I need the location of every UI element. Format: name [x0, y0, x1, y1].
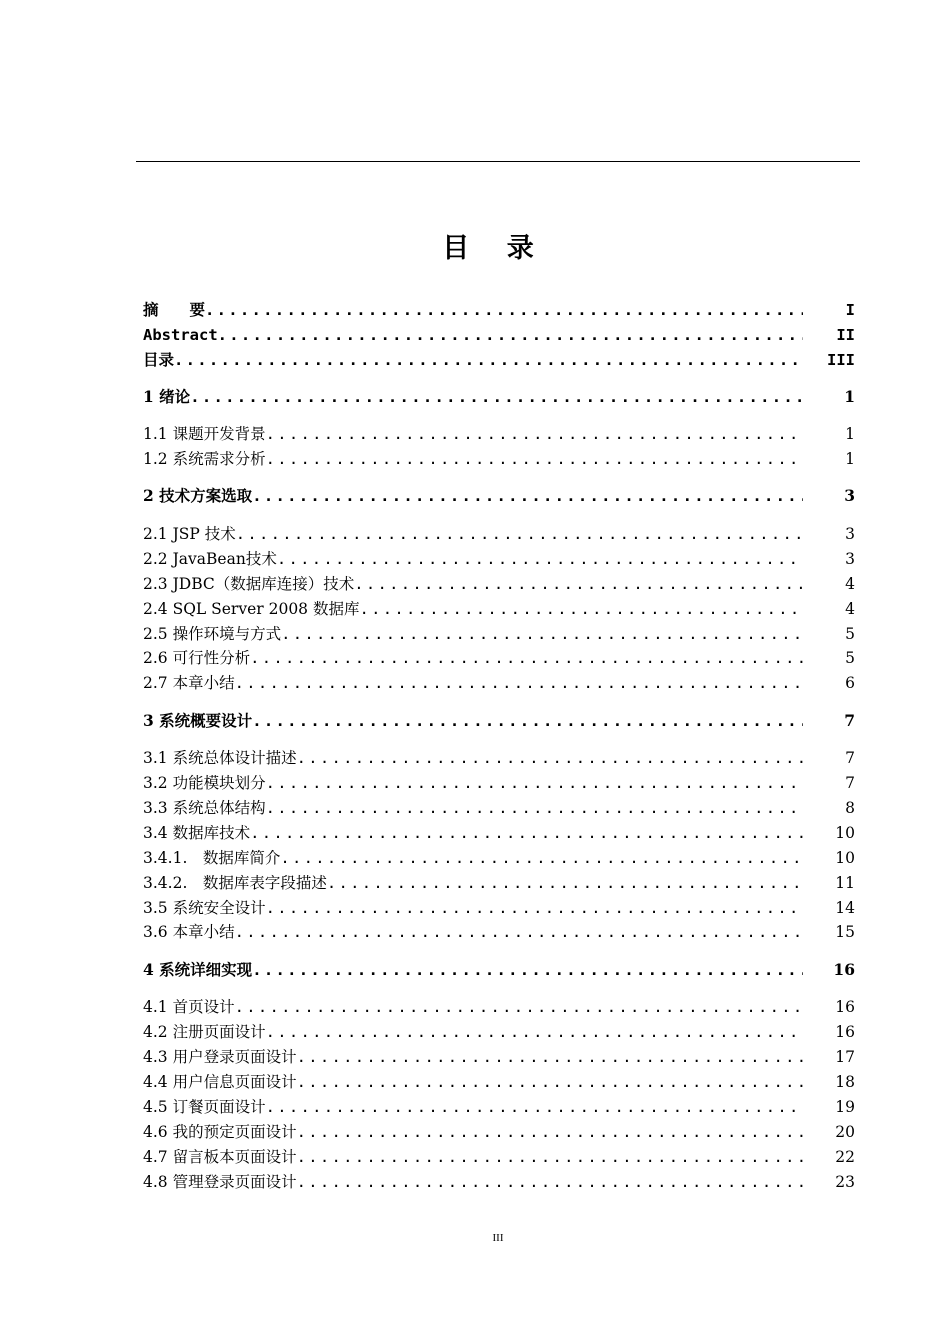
toc-leader-dots [297, 1045, 803, 1070]
toc-entry[interactable] [143, 422, 855, 447]
toc-entry[interactable] [143, 572, 855, 597]
toc-leader-dots [297, 746, 803, 771]
toc-entry-page: 20 [835, 1122, 855, 1141]
toc-entry-label: 2.1 JSP 技术 [143, 524, 236, 543]
toc-entry-page: 10 [835, 823, 855, 842]
toc-entry-page: 11 [835, 873, 855, 892]
toc-entry[interactable] [143, 871, 855, 896]
toc-entry[interactable] [143, 622, 855, 647]
toc-entry[interactable] [143, 1145, 855, 1170]
toc-entry-page: II [836, 325, 855, 344]
toc-entry[interactable] [143, 896, 855, 921]
toc-entry-label: 2.5 操作环境与方式 [143, 624, 282, 643]
toc-entry-page: 1 [844, 386, 855, 406]
toc-entry-page: 3 [844, 486, 855, 506]
toc-entry-page: 5 [845, 624, 855, 643]
toc-entry-label: 3.1 系统总体设计描述 [143, 749, 297, 768]
toc-entry[interactable] [143, 348, 855, 373]
toc-entry-label: 4.6 我的预定页面设计 [143, 1122, 297, 1141]
toc-leader-dots [280, 846, 803, 871]
toc-entry-label: 4 系统详细实现 [143, 959, 253, 979]
toc-entry-page: I [845, 301, 855, 319]
toc-leader-dots [354, 572, 803, 597]
toc-entry-page: 14 [835, 898, 855, 917]
toc-leader-dots [359, 597, 803, 622]
toc-leader-dots [266, 447, 803, 472]
toc-entry[interactable] [143, 1095, 855, 1120]
toc-entry-page: 16 [835, 1023, 855, 1042]
toc-entry[interactable] [143, 821, 855, 846]
toc-entry-label: 2.7 本章小结 [143, 674, 235, 693]
toc-leader-dots [266, 896, 803, 921]
toc-entry[interactable] [143, 796, 855, 821]
toc-entry-label: 摘 要 [143, 301, 206, 319]
toc-entry-page: 15 [835, 923, 855, 942]
toc-entry[interactable] [143, 995, 855, 1020]
toc-entry-page: 18 [835, 1072, 855, 1091]
toc-entry-label: 4.4 用户信息页面设计 [143, 1072, 297, 1091]
toc-entry[interactable] [143, 846, 855, 871]
toc-leader-dots [266, 796, 803, 821]
toc-leader-dots [190, 385, 803, 410]
toc-leader-dots [266, 1020, 803, 1045]
toc-entry-label: 3.4 数据库技术 [143, 823, 251, 842]
toc-leader-dots [266, 771, 803, 796]
toc-entry-page: III [827, 350, 855, 369]
toc-entry-label: 1.2 系统需求分析 [143, 450, 266, 469]
toc-entry-label: 2.6 可行性分析 [143, 649, 251, 668]
toc-entry-page: 4 [845, 574, 855, 593]
toc-entry[interactable] [143, 958, 855, 983]
toc-leader-dots [236, 522, 803, 547]
toc-entry-page: 7 [845, 749, 855, 768]
toc-entry-label: 3.3 系统总体结构 [143, 798, 266, 817]
toc-entry[interactable] [143, 920, 855, 945]
toc-entry[interactable] [143, 484, 855, 509]
toc-entry[interactable] [143, 1170, 855, 1195]
table-of-contents [143, 298, 855, 1194]
toc-leader-dots [297, 1145, 803, 1170]
toc-entry[interactable] [143, 597, 855, 622]
toc-entry[interactable] [143, 522, 855, 547]
toc-leader-dots [250, 821, 803, 846]
toc-entry-label: 2.3 JDBC（数据库连接）技术 [143, 574, 355, 593]
toc-entry-label: 3.5 系统安全设计 [143, 898, 266, 917]
toc-leader-dots [281, 622, 803, 647]
toc-entry[interactable] [143, 709, 855, 734]
footer-page-number: III [492, 1232, 504, 1244]
toc-leader-dots [174, 348, 803, 373]
header-rule [136, 161, 860, 162]
page-title: 目 录 [442, 233, 548, 264]
toc-entry-label: 2.4 SQL Server 2008 数据库 [143, 599, 360, 618]
toc-entry[interactable] [143, 746, 855, 771]
toc-leader-dots [266, 422, 803, 447]
toc-entry-label: 4.8 管理登录页面设计 [143, 1172, 297, 1191]
toc-entry-label: 3 系统概要设计 [143, 710, 253, 730]
toc-leader-dots [252, 958, 803, 983]
toc-entry-page: 7 [845, 774, 855, 793]
toc-entry-label: 1 绪论 [143, 386, 191, 406]
toc-entry[interactable] [143, 671, 855, 696]
toc-leader-dots [297, 1170, 803, 1195]
toc-entry-label: 3.6 本章小结 [143, 923, 235, 942]
toc-entry-page: 23 [835, 1172, 855, 1191]
toc-entry-page: 22 [835, 1147, 855, 1166]
toc-entry-label: 4.1 首页设计 [143, 998, 235, 1017]
toc-entry[interactable] [143, 547, 855, 572]
toc-entry-label: 2.2 JavaBean技术 [143, 549, 277, 568]
toc-entry-label: 4.2 注册页面设计 [143, 1023, 266, 1042]
toc-entry-page: 10 [835, 848, 855, 867]
toc-entry[interactable] [143, 1120, 855, 1145]
toc-entry[interactable] [143, 323, 855, 348]
toc-entry-label: 2 技术方案选取 [143, 486, 253, 506]
toc-leader-dots [277, 547, 803, 572]
toc-entry-label: 3.2 功能模块划分 [143, 774, 266, 793]
toc-leader-dots [250, 646, 803, 671]
toc-entry-page: 17 [835, 1048, 855, 1067]
toc-entry[interactable] [143, 771, 855, 796]
toc-entry-label: 1.1 课题开发背景 [143, 425, 266, 444]
toc-entry-label: 3.4.2. 数据库表字段描述 [143, 873, 327, 892]
toc-entry-page: 4 [845, 599, 855, 618]
toc-leader-dots [297, 1120, 803, 1145]
toc-leader-dots [235, 995, 803, 1020]
toc-entry-page: 7 [844, 710, 855, 730]
toc-leader-dots [218, 323, 803, 348]
toc-entry-label: Abstract [143, 325, 218, 344]
toc-entry-label: 目录 [143, 350, 175, 369]
toc-leader-dots [297, 1070, 803, 1095]
toc-entry-page: 16 [833, 959, 855, 979]
toc-entry-label: 4.5 订餐页面设计 [143, 1097, 266, 1116]
toc-entry-label: 4.7 留言板本页面设计 [143, 1147, 297, 1166]
toc-entry-page: 19 [835, 1097, 855, 1116]
toc-entry-page: 3 [845, 524, 855, 543]
toc-leader-dots [205, 298, 803, 323]
toc-leader-dots [327, 871, 803, 896]
toc-leader-dots [235, 920, 803, 945]
toc-entry-page: 1 [845, 450, 855, 469]
toc-entry[interactable] [143, 447, 855, 472]
toc-entry-page: 1 [845, 425, 855, 444]
toc-entry[interactable] [143, 385, 855, 410]
toc-entry[interactable] [143, 298, 855, 323]
toc-entry[interactable] [143, 1045, 855, 1070]
toc-leader-dots [252, 709, 803, 734]
toc-entry-label: 3.4.1. 数据库简介 [143, 848, 281, 867]
toc-entry-page: 5 [845, 649, 855, 668]
toc-entry-page: 16 [835, 998, 855, 1017]
toc-entry[interactable] [143, 1070, 855, 1095]
toc-leader-dots [235, 671, 803, 696]
toc-entry-label: 4.3 用户登录页面设计 [143, 1048, 297, 1067]
toc-leader-dots [266, 1095, 803, 1120]
toc-entry[interactable] [143, 646, 855, 671]
toc-entry-page: 3 [845, 549, 855, 568]
toc-entry-page: 8 [845, 798, 855, 817]
toc-entry[interactable] [143, 1020, 855, 1045]
toc-leader-dots [252, 484, 803, 509]
toc-entry-page: 6 [845, 674, 855, 693]
